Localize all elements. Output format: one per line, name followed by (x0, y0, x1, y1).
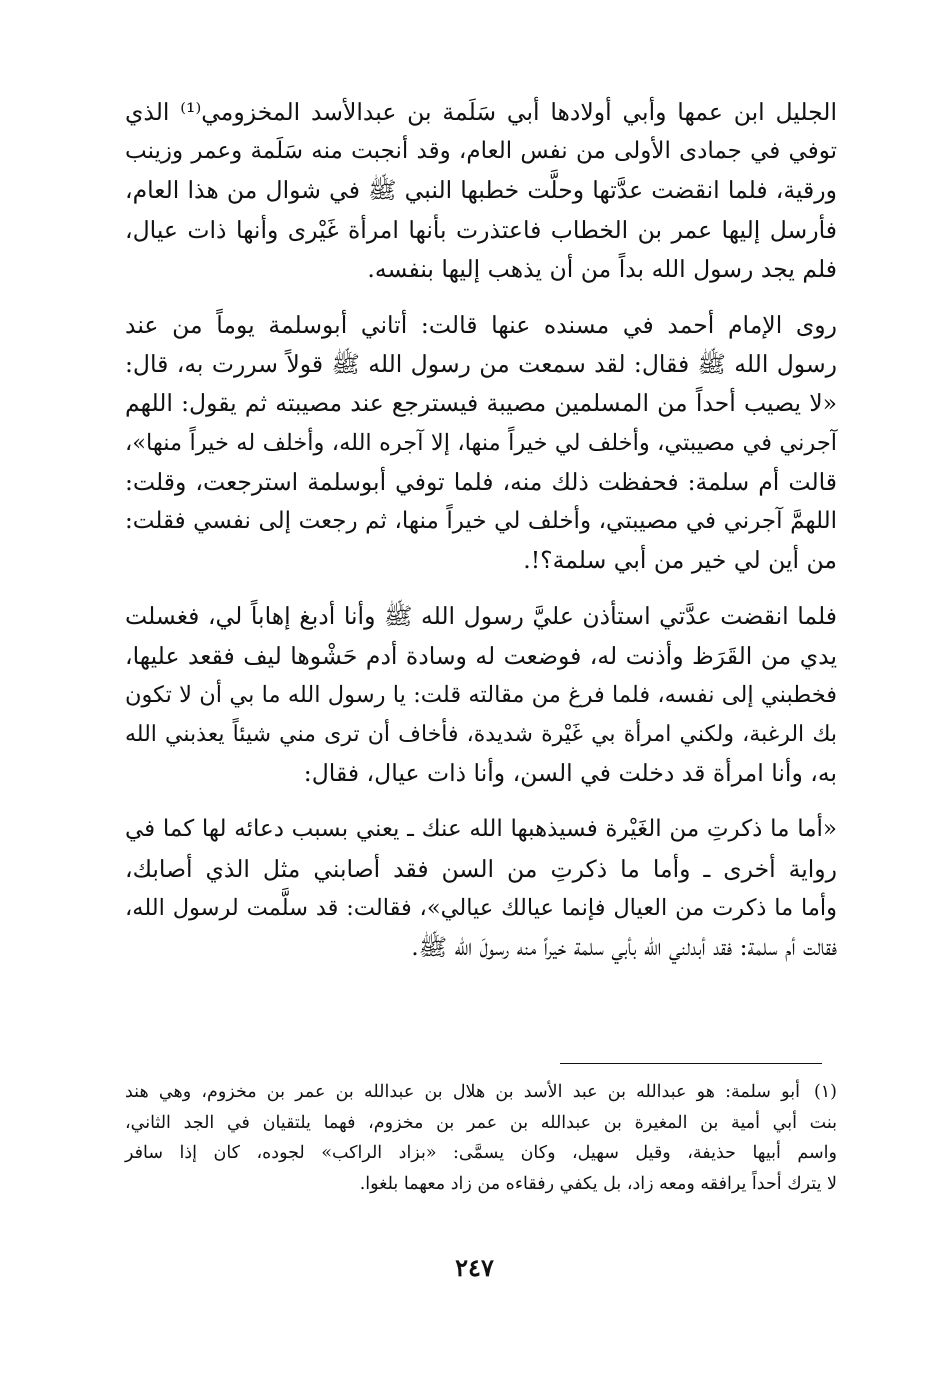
footnote-divider (560, 1063, 822, 1064)
text-line: رسول الله ﷺ فقال: لقد سمعت من رسول الله ﷺ قولاً سررت به، قال: (125, 350, 837, 379)
text-line: توفي في جمادى الأولى من نفس العام، وقد أنجبت منه سَلَمة وعمر وزينب (125, 138, 837, 165)
footnote-number: (١) (813, 1082, 837, 1102)
text-line: به، وأنا امرأة قد دخلت في السن، وأنا ذات عيال، فقال: (303, 759, 837, 788)
text-line: آجرني في مصيبتي، وأخلف لي خيراً منها، إلا آجره الله، وأخلف له خيراً منها»، (125, 429, 837, 456)
footnote-line: بنت أبي أمية بن المغيرة بن عبدالله بن عمر بن مخزوم، فهما يلتقيان في الجد الثاني، (125, 1112, 837, 1133)
footnote-line: واسم أبيها حذيفة، وقيل سهيل، وكان يسمَّى: «بزاد الراكب» لجوده، كان إذا سافر (125, 1143, 837, 1163)
page-number: ٢٤٧ (455, 1253, 494, 1282)
text-line: فخطبني إلى نفسه، فلما فرغ من مقالته قلت: يا رسول الله ما بي أن لا تكون (125, 681, 837, 708)
paragraph-4 (125, 810, 837, 967)
text-line: «لا يصيب أحداً من المسلمين مصيبة فيسترجع عند مصيبته ثم يقول: اللهم (125, 389, 837, 418)
text-line: فأرسل إليها عمر بن الخطاب فاعتذرت بأنها امرأة غَيْرى وأنها ذات عيال، (125, 215, 837, 244)
paragraph-3 (125, 597, 837, 793)
text-line: فلما انقضت عدَّتي استأذن عليَّ رسول الله ﷺ وأنا أدبغ إهاباً لي، فغسلت (125, 602, 837, 631)
text-line: بك الرغبة، ولكني امرأة بي غَيْرة شديدة، فأخاف أن ترى مني شيئاً يعذبني الله (125, 722, 837, 748)
text-line: من أين لي خير من أبي سلمة؟!. (523, 546, 837, 575)
text-line: وأما ما ذكرت من العيال فإنما عيالك عيالي»، فقالت: قد سلَّمت لرسول الله، (125, 894, 837, 921)
text-line: ورقية، فلما انقضت عدَّتها وحلَّت خطبها النبي ﷺ في شوال من هذا العام، (125, 176, 837, 205)
text-line: فقالت أم سلمة: فقد أبدلني الله بأبي سلمة خيراً منه رسولَ الله ﷺ. (411, 933, 837, 962)
text-line: الجليل ابن عمها وأبي أولادها أبي سَلَمة بن عبدالأسد المخزومي⁽¹⁾ الذي (125, 98, 837, 126)
text-line: روى الإمام أحمد في مسنده عنها قالت: أتاني أبوسلمة يوماً من عند (125, 311, 837, 340)
footnote (125, 1077, 837, 1199)
text-line: قالت أم سلمة: فحفظت ذلك منه، فلما توفي أبوسلمة استرجعت، وقلت: (125, 467, 837, 496)
footnote-text: أبو سلمة: هو عبدالله بن عبد الأسد بن هلال بن عبدالله بن عمر بن مخزوم، وهي هند (125, 1082, 800, 1102)
text-line: يدي من القَرَظ وأذنت له، فوضعت له وسادة أدم حَشْوها ليف فقعد عليها، (125, 641, 837, 670)
footnote-line (125, 1077, 837, 1108)
main-text (125, 93, 837, 967)
footnote-line: لا يترك أحداً يرافقه ومعه زاد، بل يكفي رفقاءه من زاد معهما بلغوا. (359, 1173, 837, 1194)
text-line: اللهمَّ آجرني في مصيبتي، وأخلف لي خيراً منها، ثم رجعت إلى نفسي فقلت: (125, 508, 837, 535)
text-line: فلم يجد رسول الله بداً من أن يذهب إليها بنفسه. (367, 254, 837, 283)
paragraph-1 (125, 93, 837, 289)
text-line: رواية أخرى ـ وأما ما ذكرتِ من السن فقد أصابني مثل الذي أصابك، (125, 854, 837, 883)
text-line: «أما ما ذكرتِ من الغَيْرة فسيذهبها الله عنك ـ يعني بسبب دعائه لها كما في (125, 816, 837, 843)
paragraph-2 (125, 306, 837, 580)
